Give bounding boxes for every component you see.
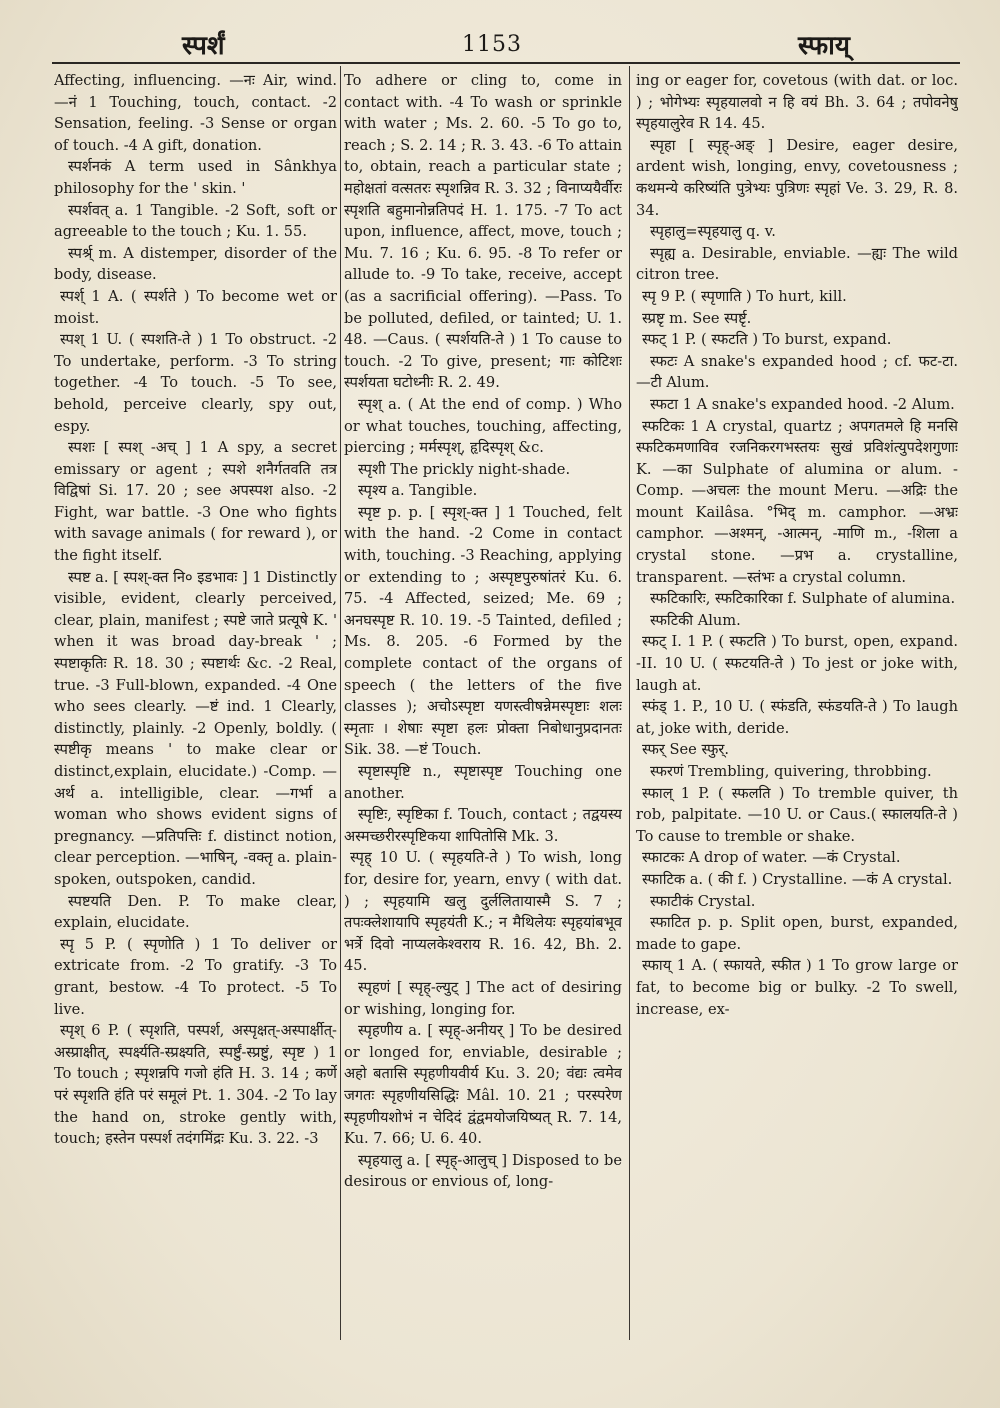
dictionary-entry: स्फट् I. 1 P. ( स्फटति ) To burst, open, expand. -II. 10 U. ( स्फटयति-ते ) To jest or joke with, laugh at. <box>636 633 958 694</box>
dictionary-entry: स्फटः A snake's expanded hood ; cf. फट-टा. —टी Alum. <box>636 352 958 392</box>
dictionary-entry: स्पृहणं [ स्पृह्-ल्युट् ] The act of desiring or wishing, longing for. <box>344 978 622 1018</box>
dictionary-entry: स्फटिकारिः, स्फटिकारिका f. Sulphate of alumina. <box>650 590 956 608</box>
dictionary-entry: स्फाटीकं Crystal. <box>650 892 756 910</box>
dictionary-entry: स्फाल् 1 P. ( स्फलति ) To tremble quiver, th rob, palpitate. —10 U. or Caus.( स्फालयति-ते ) To cause to tremble or shake. <box>636 784 958 845</box>
dictionary-entry: स्पृष्टास्पृष्टि n., स्पृष्टास्पृष्ट Touching one another. <box>344 763 622 802</box>
dictionary-entry: स्पृह्य a. Desirable, enviable. —ह्यः The wild citron tree. <box>636 244 958 284</box>
page-header <box>52 22 960 66</box>
dictionary-entry: स्पृहालु=स्पृहयालु q. v. <box>650 223 776 241</box>
dictionary-entry: स्पर्श् 1 A. ( स्पर्शते ) To become wet or moist. <box>54 287 337 327</box>
dictionary-entry: स्पृष्ट p. p. [ स्पृश्-क्त ] 1 Touched, felt with the hand. -2 Come in contact with, touching. -3 Reaching, applying or extending to ; अस्पृष्टपुरुषांतरं Ku. 6. 75. -4 Affected, seized; Me. 69 ; अनघस्पृष्ट R. 10. 19. -5 Tainted, defiled ; Ms. 8. 205. -6 Formed by the complete contact of the organs of speech ( the letters of the five classes ); अचोऽस्पृष्टा यणस्त्वीषन्नेमस्पृष्टाः शलः स्मृताः । शेषाः स्पृष्टा हलः प्रोक्ता निबोधानुप्रदानतः Sik. 38. —ष्टं Touch. <box>344 503 622 759</box>
column-1 <box>54 70 337 1340</box>
column-2 <box>344 70 622 1340</box>
dictionary-entry: स्फर् See स्फुर्. <box>642 741 729 759</box>
dictionary-entry: स्फाटिक a. ( की f. ) Crystalline. —कं A crystal. <box>642 870 953 888</box>
header-rule <box>52 62 960 64</box>
dictionary-entry: Affecting, influencing. —नः Air, wind. —नं 1 Touching, touch, contact. -2 Sensation, feeling. -3 Sense or organ of touch. -4 A gift, donation. <box>54 72 337 154</box>
column-divider <box>629 66 630 1340</box>
dictionary-entry: स्फरणं Trembling, quivering, throbbing. <box>650 763 932 780</box>
dictionary-entry: स्फटिकी Alum. <box>650 611 741 629</box>
dictionary-entry: स्पृहा [ स्पृह्-अङ् ] Desire, eager desire, ardent wish, longing, envy, covetousness ; कथमन्ये करिष्यंति पुत्रेभ्यः पुत्रिणः स्पृहां Ve. 3. 29, R. 8. 34. <box>636 136 958 219</box>
dictionary-entry: स्पृशी The prickly night-shade. <box>358 460 571 478</box>
dictionary-entry: स्पष्टयति Den. P. To make clear, explain, elucidate. <box>54 892 337 932</box>
column-3 <box>636 70 958 1340</box>
dictionary-entry: स्पृ 9 P. ( स्पृणाति ) To hurt, kill. <box>642 287 847 305</box>
dictionary-entry: स्फट् 1 P. ( स्फटति ) To burst, expand. <box>642 331 892 349</box>
dictionary-entry: स्पृश्य a. Tangible. <box>358 482 478 500</box>
dictionary-entry: स्पृहयालु a. [ स्पृह्-आलुच् ] Disposed to be desirous or envious of, long- <box>344 1151 622 1191</box>
dictionary-entry: स्फाय् 1 A. ( स्फायते, स्फीत ) 1 To grow large or fat, to become big or bulky. -2 To swell, increase, ex- <box>636 957 958 1018</box>
dictionary-entry: स्पष्ट a. [ स्पश्-क्त नि० इडभावः ] 1 Distinctly visible, evident, clearly perceived, clear, plain, manifest ; स्पष्टे जाते प्रत्यूषे K. ' when it was broad day-break ' ; स्पष्टाकृतिः R. 18. 30 ; स्पष्टार्थः &c. -2 Real, true. -3 Full-blown, expanded. -4 One who sees clearly. —ष्टं ind. 1 Clearly, distinctly, plainly. -2 Openly, boldly. ( स्पष्टीकृ means ' to make clear or distinct,explain, elucidate.) -Comp. —अर्थ a. intelligible, clear. —गर्भा a woman who shows evident signs of pregnancy. —प्रतिपत्तिः f. distinct notion, clear perception. —भाषिन्, -वक्तृ a. plain-spoken, outspoken, candid. <box>54 568 337 888</box>
dictionary-entry: स्पृह् 10 U. ( स्पृहयति-ते ) To wish, long for, desire for, yearn, envy ( with dat. ) ; स्पृहयामि खलु दुर्ललितायास्मै S. 7 ; तपःक्लेशायापि स्पृहयंती K.; न मैथिलेयः स्पृहयांबभूव भर्त्रे दिवो नाप्यलकेश्वराय R. 16. 42, Bh. 2. 45. <box>344 849 622 975</box>
dictionary-entry: स्पृश् 6 P. ( स्पृशति, पस्पर्श, अस्पृक्षत्-अस्पार्क्षीत्-अस्प्राक्षीत्, स्पर्क्ष्यति-स्प्रक्ष्यति, स्पर्ष्टुं-स्प्रष्टुं, स्पृष्ट ) 1 To touch ; स्पृशन्नपि गजो हंति H. 3. 14 ; कर्णे परं स्पृशति हंति परं समूलं Pt. 1. 304. -2 To lay the hand on, stroke gently with, touch; हस्तेन पस्पर्श तदंगमिंद्रः Ku. 3. 22. -3 <box>54 1022 337 1148</box>
dictionary-entry: स्पृहणीय a. [ स्पृह्-अनीयर् ] To be desired or longed for, enviable, desirable ; अहो बतासि स्पृहणीयवीर्य Ku. 3. 20; वंद्यः त्वमेव जगतः स्पृहणीयसिद्धिः Mâl. 10. 21 ; परस्परेण स्पृहणीयशोभं न चेदिदं द्वंद्वमयोजयिष्यत् R. 7. 14, Ku. 7. 66; U. 6. 40. <box>344 1022 622 1148</box>
dictionary-entry: स्फटिकः 1 A crystal, quartz ; अपगतमले हि मनसि स्फटिकमणाविव रजनिकरगभस्तयः सुखं प्रविशंत्युपदेशगुणाः K. —का Sulphate of alumina or alum. -Comp. —अचलः the mount Meru. —अद्रिः the mount Kailâsa. °भिद् m. camphor. —अभ्रः camphor. —अश्मन्, -आत्मन्, -माणि m., -शिला a crystal stone. —प्रभ a. crystalline, transparent. —स्तंभः a crystal column. <box>636 417 958 586</box>
column-divider <box>340 66 341 1340</box>
dictionary-entry: स्पृश् a. ( At the end of comp. ) Who or what touches, touching, affecting, piercing ; मर्मस्पृश्, हृदिस्पृश् &c. <box>344 395 622 457</box>
dictionary-entry: स्पशः [ स्पश् -अच् ] 1 A spy, a secret emissary or agent ; स्पशे शनैर्गतवति तत्र विद्विषां Si. 17. 20 ; see अपस्पश also. -2 Fight, war battle. -3 One who fights with savage animals ( for reward ), or the fight itself. <box>54 439 337 565</box>
dictionary-entry: स्पश् 1 U. ( स्पशति-ते ) 1 To obstruct. -2 To undertake, perform. -3 To string together. -4 To touch. -5 To see, behold, perceive clearly, spy out, espy. <box>54 331 337 435</box>
dictionary-entry: स्फाटकः A drop of water. —कं Crystal. <box>642 849 901 867</box>
dictionary-entry: स्फाटित p. p. Split open, burst, expanded, made to gape. <box>636 914 958 953</box>
dictionary-entry: स्फंड् 1. P., 10 U. ( स्फंडति, स्फंडयति-ते ) To laugh at, joke with, deride. <box>636 698 958 737</box>
dictionary-entry: स्पर्शवत् a. 1 Tangible. -2 Soft, soft or agreeable to the touch ; Ku. 1. 55. <box>54 201 337 241</box>
dictionary-entry: ing or eager for, covetous (with dat. or loc. ) ; भोगेभ्यः स्पृहयालवो न हि वयं Bh. 3. 64 ; तपोवनेषु स्पृहयालुरेव R 14. 45. <box>636 72 958 133</box>
dictionary-entry: स्पृष्टिः, स्पृष्टिका f. Touch, contact ; तद्वयस्य अस्मच्छरीरस्पृष्टिकया शापितोसि Mk. 3. <box>344 806 622 845</box>
dictionary-entry: स्पर्शनकं A term used in Sânkhya philosophy for the ' skin. ' <box>54 158 337 197</box>
dictionary-entry: स्पर्श्र् m. A distemper, disorder of the body, disease. <box>54 244 337 284</box>
page-number: 1153 <box>462 32 522 57</box>
dictionary-entry: स्फटा 1 A snake's expanded hood. -2 Alum. <box>650 395 955 413</box>
dictionary-entry: To adhere or cling to, come in contact with. -4 To wash or sprinkle with water ; Ms. 2. 60. -5 To go to, reach ; S. 2. 14 ; R. 3. 43. -6 To attain to, obtain, reach a particular state ; महोक्षतां वत्सतरः स्पृशन्निव R. 3. 32 ; विनाप्ययैर्वीरः स्पृशति बहुमानोन्नतिपदं H. 1. 175. -7 To act upon, influence, affect, move, touch ; Mu. 7. 16 ; Ku. 6. 95. -8 To refer or allude to. -9 To take, receive, accept (as a sacrificial offering). —Pass. To be polluted, defiled, or tainted; U. 1. 48. —Caus. ( स्पर्शयति-ते ) 1 To cause to touch. -2 To give, present; गाः कोटिशः स्पर्शयता घटोध्नीः R. 2. 49. <box>344 72 622 392</box>
dictionary-entry: स्प्रष्टृ m. See स्पर्ष्टृ. <box>642 309 752 327</box>
left-guide-word: स्पर्शं <box>182 31 225 61</box>
dictionary-entry: स्पृ 5 P. ( स्पृणोति ) 1 To deliver or extricate from. -2 To gratify. -3 To grant, bestow. -4 To protect. -5 To live. <box>54 935 337 1018</box>
right-guide-word: स्फाय् <box>798 31 850 61</box>
